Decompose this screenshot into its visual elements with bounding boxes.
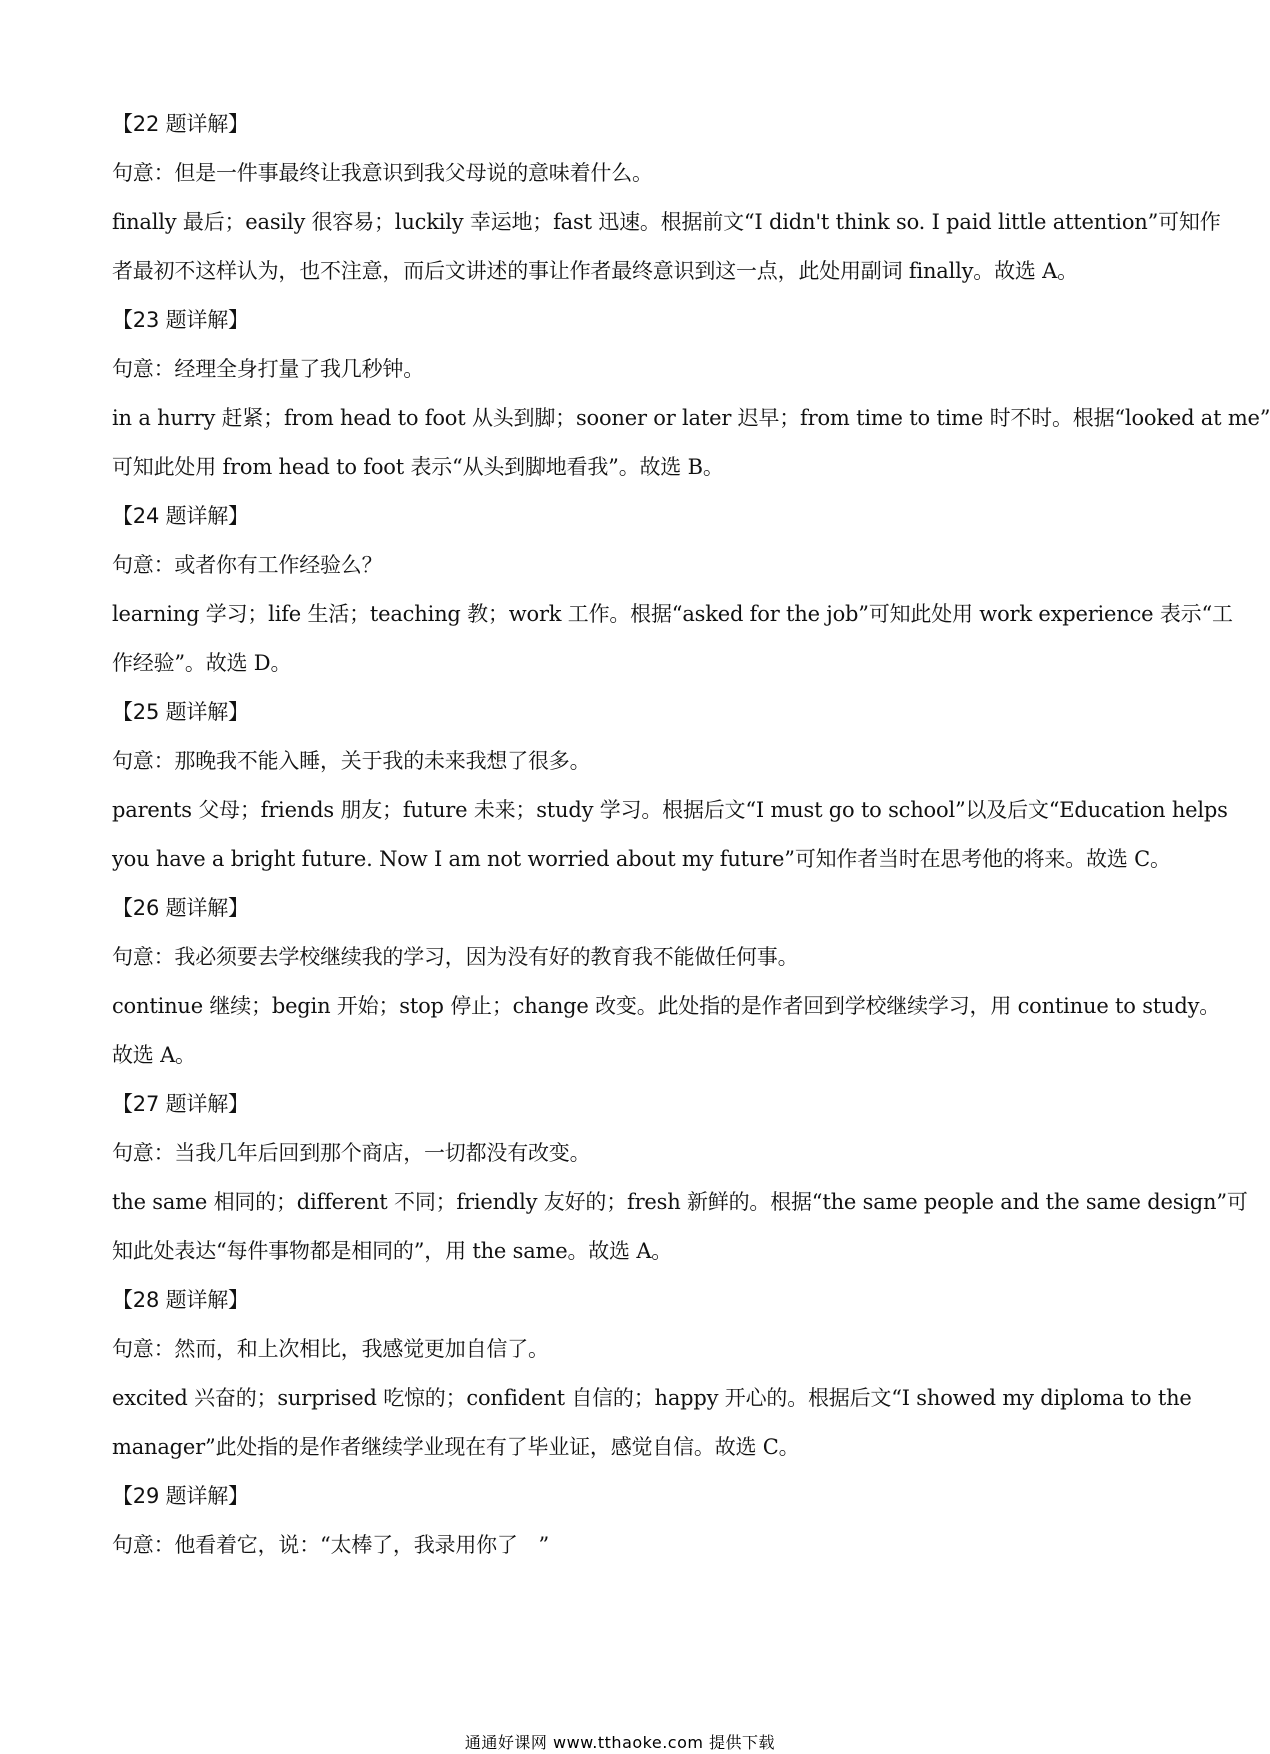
section-heading: 【22 题详解】 — [112, 112, 249, 136]
document-body — [112, 100, 1270, 1570]
sentence-meaning: 句意：那晚我不能入睡，关于我的未来我想了很多。 — [112, 749, 591, 773]
section-heading: 【28 题详解】 — [112, 1288, 249, 1312]
sentence-meaning: 句意：然而，和上次相比，我感觉更加自信了。 — [112, 1337, 549, 1361]
explanation-line: 者最初不这样认为，也不注意，而后文讲述的事让作者最终意识到这一点，此处用副词 finally。故选 A。 — [112, 259, 1078, 283]
explanation-line: in a hurry 赶紧；from head to foot 从头到脚；sooner or later 迟早；from time to time 时不时。根据“looked at me” — [112, 406, 1270, 430]
sentence-meaning: 句意：我必须要去学校继续我的学习，因为没有好的教育我不能做任何事。 — [112, 945, 799, 969]
section-heading: 【27 题详解】 — [112, 1092, 249, 1116]
explanation-line: continue 继续；begin 开始；stop 停止；change 改变。此处指的是作者回到学校继续学习，用 continue to study。 — [112, 994, 1221, 1018]
sentence-meaning: 句意：经理全身打量了我几秒钟。 — [112, 357, 424, 381]
section-heading: 【29 题详解】 — [112, 1484, 249, 1508]
sentence-meaning: 句意：或者你有工作经验么？ — [112, 553, 383, 577]
explanation-line: parents 父母；friends 朋友；future 未来；study 学习。根据后文“I must go to school”以及后文“Education helps — [112, 798, 1228, 822]
explanation-line: finally 最后；easily 很容易；luckily 幸运地；fast 迅速。根据前文“I didn't think so. I paid little attention”可知作 — [112, 210, 1221, 234]
sentence-meaning: 句意：他看着它，说：“太棒了，我录用你了 ” — [112, 1533, 550, 1557]
sentence-meaning: 句意：当我几年后回到那个商店，一切都没有改变。 — [112, 1141, 591, 1165]
explanation-line: manager”此处指的是作者继续学业现在有了毕业证，感觉自信。故选 C。 — [112, 1435, 800, 1459]
page-footer: 通通好课网 www.tthaoke.com 提供下载 — [464, 1733, 776, 1752]
section-heading: 【23 题详解】 — [112, 308, 249, 332]
section-heading: 【25 题详解】 — [112, 700, 249, 724]
explanation-line: the same 相同的；different 不同；friendly 友好的；fresh 新鲜的。根据“the same people and the same design”可 — [112, 1190, 1248, 1214]
explanation-line: 故选 A。 — [112, 1043, 196, 1067]
explanation-line: 作经验”。故选 D。 — [112, 651, 292, 675]
explanation-line: learning 学习；life 生活；teaching 教；work 工作。根据“asked for the job”可知此处用 work experience 表示“工 — [112, 602, 1233, 626]
explanation-line: 可知此处用 from head to foot 表示“从头到脚地看我”。故选 B。 — [112, 455, 724, 479]
explanation-line: excited 兴奋的；surprised 吃惊的；confident 自信的；happy 开心的。根据后文“I showed my diploma to the — [112, 1386, 1192, 1410]
section-heading: 【26 题详解】 — [112, 896, 249, 920]
explanation-line: 知此处表达“每件事物都是相同的”，用 the same。故选 A。 — [112, 1239, 673, 1263]
sentence-meaning: 句意：但是一件事最终让我意识到我父母说的意味着什么。 — [112, 161, 653, 185]
explanation-line: you have a bright future. Now I am not worried about my future”可知作者当时在思考他的将来。故选 C。 — [112, 847, 1171, 871]
line-list — [112, 100, 1270, 1570]
section-heading: 【24 题详解】 — [112, 504, 249, 528]
